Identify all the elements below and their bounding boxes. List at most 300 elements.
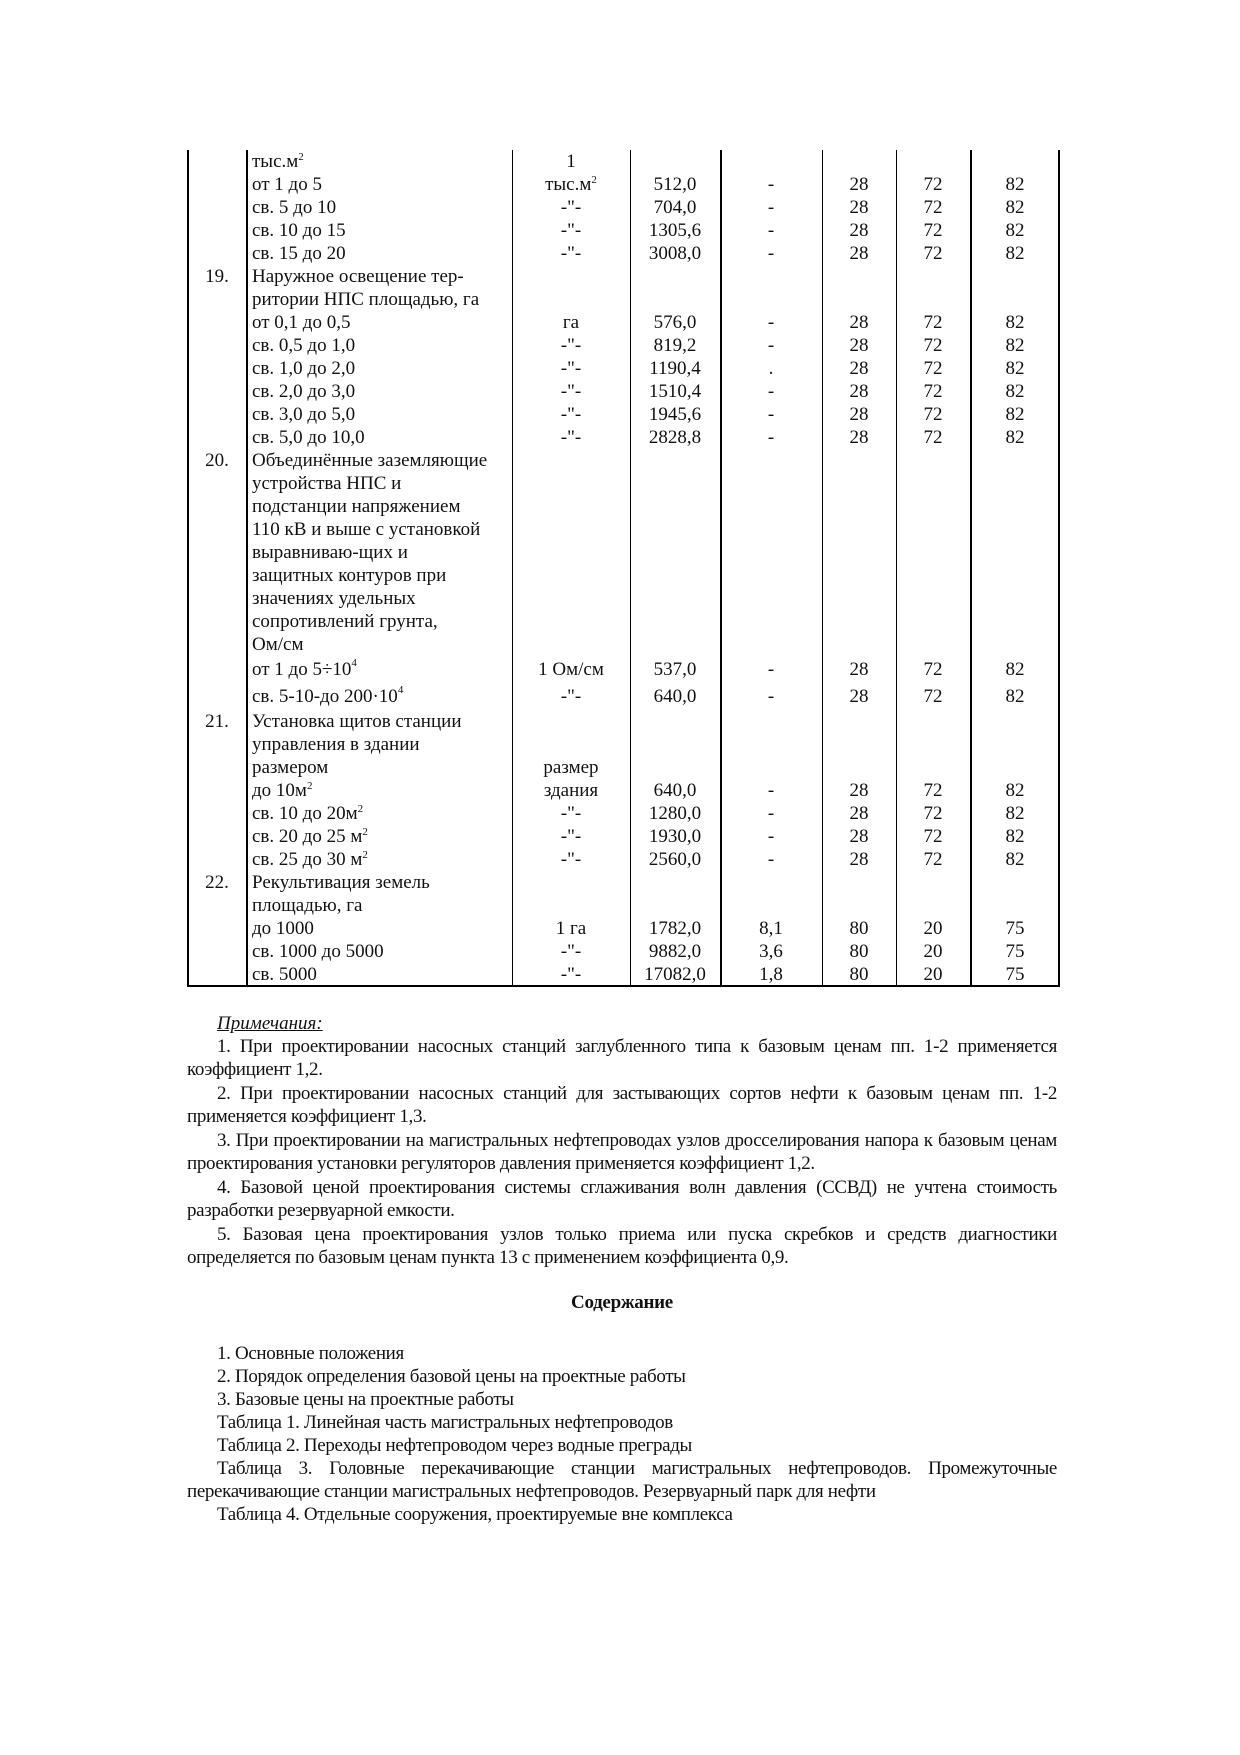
base-price-cell — [630, 683, 720, 710]
coefficient-cell-text: - — [767, 312, 775, 333]
contents-list — [187, 1342, 1057, 1526]
item-name — [252, 449, 507, 472]
unit-cell — [512, 173, 630, 196]
percent-cell-3-text: 82 — [1005, 826, 1025, 847]
percent-cell-2-text: 72 — [923, 404, 943, 425]
coefficient-cell-text: - — [767, 404, 775, 425]
coefficient-cell-text: - — [767, 826, 775, 847]
percent-cell-1 — [822, 403, 896, 426]
contents-item: Таблица 1. Линейная часть магистральных нефтепроводов — [217, 1412, 673, 1433]
coefficient-cell — [720, 683, 822, 710]
table-row — [187, 449, 1060, 472]
table-row — [187, 633, 1060, 656]
percent-cell-1-text: 28 — [849, 335, 869, 356]
item-name-text: св. 0,5 до 1,0 — [252, 335, 356, 356]
contents-item: Таблица 3. Головные перекачивающие станции магистральных нефтепроводов. Промежуточные перекачивающие станции магистральных нефтепроводов. Резервуарный парк для нефти — [187, 1458, 1057, 1502]
item-name — [252, 518, 507, 541]
base-price-cell-text: 537,0 — [653, 659, 697, 680]
item-name-text: св. 20 до 25 м — [252, 826, 363, 847]
percent-cell-2-text: 72 — [923, 849, 943, 870]
unit-cell — [512, 219, 630, 242]
row-number-text: 22. — [205, 872, 229, 893]
unit-cell-text: тыс.м — [545, 174, 592, 195]
base-price-cell — [630, 219, 720, 242]
item-name-text: св. 1000 до 5000 — [252, 941, 384, 962]
unit-cell — [512, 917, 630, 940]
item-name-text: размером — [252, 757, 329, 778]
unit-cell-text: -"- — [560, 335, 582, 356]
item-name-text: св. 5000 — [252, 964, 317, 985]
percent-cell-1 — [822, 380, 896, 403]
row-number-text: 21. — [205, 711, 229, 732]
unit-cell-text: га — [562, 312, 580, 333]
coefficient-cell-text: - — [767, 427, 775, 448]
percent-cell-3-text: 75 — [1005, 964, 1025, 985]
base-price-cell — [630, 380, 720, 403]
item-name-text: св. 2,0 до 3,0 — [252, 381, 356, 402]
row-number — [187, 449, 247, 472]
unit-cell — [512, 656, 630, 683]
percent-cell-1-text: 28 — [849, 803, 869, 824]
percent-cell-1-text: 28 — [849, 220, 869, 241]
unit-cell — [512, 940, 630, 963]
unit-cell-text: -"- — [560, 427, 582, 448]
table-row — [187, 150, 1060, 173]
item-name-text: сопротивлений грунта, — [252, 611, 438, 632]
percent-cell-2-text: 72 — [923, 312, 943, 333]
unit-cell-text: 1 Ом/см — [538, 659, 604, 680]
item-name — [252, 357, 507, 380]
unit-cell-text: -"- — [560, 686, 582, 707]
percent-cell-1 — [822, 917, 896, 940]
percent-cell-3 — [970, 802, 1060, 825]
superscript: 2 — [591, 174, 597, 186]
coefficient-cell-text: - — [767, 381, 775, 402]
percent-cell-3-text: 82 — [1005, 243, 1025, 264]
contents-item: 1. Основные положения — [217, 1343, 404, 1364]
superscript: 4 — [351, 657, 357, 669]
coefficient-cell-text: - — [767, 659, 775, 680]
percent-cell-1 — [822, 825, 896, 848]
coefficient-cell — [720, 656, 822, 683]
coefficient-cell — [720, 334, 822, 357]
coefficient-cell-text: - — [767, 686, 775, 707]
unit-cell — [512, 311, 630, 334]
table-row — [187, 357, 1060, 380]
base-price-cell-text: 17082,0 — [644, 964, 706, 985]
base-price-cell — [630, 196, 720, 219]
table-row — [187, 288, 1060, 311]
item-name-text: от 1 до 5 — [252, 174, 322, 195]
percent-cell-2-text: 72 — [923, 174, 943, 195]
superscript: 2 — [362, 826, 368, 838]
coefficient-cell — [720, 848, 822, 871]
percent-cell-1-text: 28 — [849, 358, 869, 379]
table-row — [187, 825, 1060, 848]
base-price-cell — [630, 779, 720, 802]
unit-cell-text: здания — [543, 780, 599, 801]
item-name — [252, 733, 507, 756]
item-name — [252, 265, 507, 288]
base-price-cell — [630, 825, 720, 848]
percent-cell-2-text: 72 — [923, 197, 943, 218]
percent-cell-3-text: 75 — [1005, 941, 1025, 962]
item-name — [252, 779, 507, 802]
base-price-cell — [630, 357, 720, 380]
table-row — [187, 196, 1060, 219]
percent-cell-2-text: 20 — [923, 964, 943, 985]
percent-cell-1 — [822, 683, 896, 710]
percent-cell-1 — [822, 196, 896, 219]
item-name — [252, 380, 507, 403]
percent-cell-1 — [822, 311, 896, 334]
percent-cell-3 — [970, 173, 1060, 196]
percent-cell-3 — [970, 334, 1060, 357]
coefficient-cell-text: 1,8 — [759, 964, 783, 985]
item-name — [252, 710, 507, 733]
coefficient-cell-text: - — [767, 335, 775, 356]
percent-cell-3-text: 82 — [1005, 335, 1025, 356]
percent-cell-3-text: 82 — [1005, 803, 1025, 824]
item-name — [252, 242, 507, 265]
item-name-text: тыс.м — [252, 151, 299, 172]
item-name — [252, 610, 507, 633]
percent-cell-3-text: 82 — [1005, 358, 1025, 379]
item-name — [252, 683, 507, 710]
percent-cell-2 — [896, 683, 970, 710]
percent-cell-3-text: 82 — [1005, 220, 1025, 241]
unit-cell-text: -"- — [560, 826, 582, 847]
coefficient-cell — [720, 917, 822, 940]
item-name — [252, 871, 507, 894]
percent-cell-3 — [970, 656, 1060, 683]
coefficient-cell — [720, 357, 822, 380]
percent-cell-1-text: 28 — [849, 826, 869, 847]
item-name-text: выравниваю-щих и — [252, 542, 408, 563]
table-row — [187, 802, 1060, 825]
base-price-cell — [630, 940, 720, 963]
table-row — [187, 940, 1060, 963]
percent-cell-2 — [896, 963, 970, 986]
unit-cell — [512, 357, 630, 380]
base-price-cell — [630, 403, 720, 426]
table-row — [187, 963, 1060, 986]
item-name-text: Ом/см — [252, 634, 304, 655]
percent-cell-1-text: 28 — [849, 312, 869, 333]
row-number — [187, 265, 247, 288]
unit-cell — [512, 426, 630, 449]
item-name-text: до 1000 — [252, 918, 314, 939]
base-price-cell — [630, 963, 720, 986]
percent-cell-3 — [970, 403, 1060, 426]
coefficient-cell — [720, 426, 822, 449]
percent-cell-3-text: 82 — [1005, 427, 1025, 448]
percent-cell-2 — [896, 426, 970, 449]
base-price-cell-text: 1280,0 — [648, 803, 702, 824]
percent-cell-2-text: 20 — [923, 918, 943, 939]
item-name-text: св. 10 до 15 — [252, 220, 346, 241]
coefficient-cell — [720, 940, 822, 963]
percent-cell-2-text: 72 — [923, 381, 943, 402]
table-row — [187, 779, 1060, 802]
table-row — [187, 564, 1060, 587]
item-name — [252, 963, 507, 986]
base-price-cell-text: 704,0 — [653, 197, 697, 218]
item-name-text: 110 кВ и выше с установкой — [252, 519, 481, 540]
coefficient-cell — [720, 219, 822, 242]
coefficient-cell-text: - — [767, 243, 775, 264]
item-name — [252, 219, 507, 242]
percent-cell-3-text: 82 — [1005, 686, 1025, 707]
item-name — [252, 917, 507, 940]
unit-cell — [512, 825, 630, 848]
item-name — [252, 656, 507, 683]
item-name-text: св. 1,0 до 2,0 — [252, 358, 356, 379]
base-price-cell-text: 1945,6 — [648, 404, 702, 425]
percent-cell-1 — [822, 334, 896, 357]
item-name-text: Объединённые заземляющие — [252, 450, 488, 471]
percent-cell-2 — [896, 940, 970, 963]
item-name-text: св. 10 до 20м — [252, 803, 358, 824]
row-number-text: 19. — [205, 266, 229, 287]
percent-cell-1-text: 28 — [849, 780, 869, 801]
item-name — [252, 564, 507, 587]
item-name-text: св. 3,0 до 5,0 — [252, 404, 356, 425]
superscript: 2 — [362, 849, 368, 861]
percent-cell-2 — [896, 196, 970, 219]
item-name — [252, 311, 507, 334]
percent-cell-2 — [896, 219, 970, 242]
percent-cell-3 — [970, 917, 1060, 940]
contents-item: 3. Базовые цены на проектные работы — [217, 1389, 514, 1410]
percent-cell-1 — [822, 779, 896, 802]
table-row — [187, 426, 1060, 449]
unit-cell — [512, 779, 630, 802]
table-row — [187, 219, 1060, 242]
superscript: 2 — [298, 151, 304, 163]
percent-cell-2 — [896, 242, 970, 265]
percent-cell-1-text: 28 — [849, 197, 869, 218]
percent-cell-3-text: 75 — [1005, 918, 1025, 939]
item-name-text: до 10м — [252, 780, 307, 801]
base-price-cell-text: 1930,0 — [648, 826, 702, 847]
percent-cell-3-text: 82 — [1005, 381, 1025, 402]
table-row — [187, 894, 1060, 917]
percent-cell-2 — [896, 917, 970, 940]
percent-cell-3-text: 82 — [1005, 312, 1025, 333]
coefficient-cell — [720, 196, 822, 219]
note-item: 4. Базовой ценой проектирования системы сглаживания волн давления (ССВД) не учтена стоимость разработки резервуарной емкости. — [187, 1177, 1057, 1221]
base-price-cell-text: 1305,6 — [648, 220, 702, 241]
coefficient-cell — [720, 779, 822, 802]
table-row — [187, 265, 1060, 288]
base-price-cell — [630, 242, 720, 265]
percent-cell-2-text: 72 — [923, 427, 943, 448]
percent-cell-1 — [822, 426, 896, 449]
percent-cell-2-text: 72 — [923, 803, 943, 824]
item-name — [252, 288, 507, 311]
unit-cell-text: -"- — [560, 381, 582, 402]
base-price-cell — [630, 311, 720, 334]
base-price-cell-text: 1782,0 — [648, 918, 702, 939]
unit-cell — [512, 196, 630, 219]
coefficient-cell-text: . — [768, 358, 774, 379]
percent-cell-3 — [970, 426, 1060, 449]
percent-cell-3-text: 82 — [1005, 197, 1025, 218]
percent-cell-3-text: 82 — [1005, 849, 1025, 870]
notes-section — [187, 1012, 1057, 1270]
coefficient-cell — [720, 380, 822, 403]
base-price-cell-text: 512,0 — [653, 174, 697, 195]
base-price-cell — [630, 173, 720, 196]
item-name-text: св. 5-10-до 200·10 — [252, 686, 398, 707]
percent-cell-3 — [970, 848, 1060, 871]
base-price-cell-text: 640,0 — [653, 780, 697, 801]
unit-cell — [512, 802, 630, 825]
unit-cell-text: -"- — [560, 803, 582, 824]
item-name-text: св. 5 до 10 — [252, 197, 337, 218]
contents-item: 2. Порядок определения базовой цены на проектные работы — [217, 1366, 686, 1387]
row-number-text: 20. — [205, 450, 229, 471]
percent-cell-3 — [970, 357, 1060, 380]
superscript: 2 — [357, 803, 364, 815]
percent-cell-1 — [822, 848, 896, 871]
coefficient-cell-text: - — [767, 220, 775, 241]
table-row — [187, 610, 1060, 633]
item-name — [252, 403, 507, 426]
unit-cell-text: -"- — [560, 849, 582, 870]
percent-cell-2 — [896, 357, 970, 380]
coefficient-cell-text: - — [767, 780, 775, 801]
coefficient-cell — [720, 242, 822, 265]
percent-cell-3-text: 82 — [1005, 174, 1025, 195]
percent-cell-1-text: 28 — [849, 174, 869, 195]
percent-cell-3 — [970, 242, 1060, 265]
base-price-cell — [630, 656, 720, 683]
note-item: 1. При проектировании насосных станций заглубленного типа к базовым ценам пп. 1-2 применяется коэффициент 1,2. — [187, 1036, 1057, 1080]
percent-cell-1-text: 80 — [849, 941, 869, 962]
item-name — [252, 472, 507, 495]
unit-cell-text: -"- — [560, 964, 582, 985]
percent-cell-2 — [896, 802, 970, 825]
percent-cell-2 — [896, 825, 970, 848]
item-name — [252, 587, 507, 610]
table-row — [187, 733, 1060, 756]
base-price-cell-text: 9882,0 — [648, 941, 702, 962]
percent-cell-3 — [970, 683, 1060, 710]
table-row — [187, 311, 1060, 334]
coefficient-cell-text: - — [767, 849, 775, 870]
percent-cell-3 — [970, 380, 1060, 403]
percent-cell-2 — [896, 779, 970, 802]
coefficient-cell-text: - — [767, 803, 775, 824]
base-price-cell-text: 2828,8 — [648, 427, 702, 448]
percent-cell-2-text: 72 — [923, 220, 943, 241]
table-row — [187, 380, 1060, 403]
percent-cell-2-text: 72 — [923, 335, 943, 356]
percent-cell-1 — [822, 357, 896, 380]
unit-cell-text: 1 — [566, 151, 576, 172]
base-price-cell — [630, 426, 720, 449]
percent-cell-1 — [822, 656, 896, 683]
item-name — [252, 150, 507, 173]
coefficient-cell-text: - — [767, 197, 775, 218]
percent-cell-1-text: 28 — [849, 243, 869, 264]
table-row — [187, 848, 1060, 871]
unit-cell-text: размер — [543, 757, 599, 778]
row-number — [187, 710, 247, 733]
item-name — [252, 334, 507, 357]
percent-cell-2-text: 72 — [923, 686, 943, 707]
unit-cell — [512, 683, 630, 710]
table-row — [187, 756, 1060, 779]
note-item: 2. При проектировании насосных станций для застывающих сортов нефти к базовым ценам пп. 1-2 применяется коэффициент 1,3. — [187, 1083, 1057, 1127]
percent-cell-2-text: 20 — [923, 941, 943, 962]
item-name — [252, 426, 507, 449]
price-table — [187, 150, 1060, 987]
percent-cell-2 — [896, 403, 970, 426]
unit-cell-text: -"- — [560, 243, 582, 264]
note-item: 3. При проектировании на магистральных нефтепроводах узлов дросселирования напора к базовым ценам проектирования установки регуляторов давления применяется коэффициент 1,2. — [187, 1130, 1057, 1174]
table-row — [187, 541, 1060, 564]
percent-cell-2-text: 72 — [923, 826, 943, 847]
percent-cell-2-text: 72 — [923, 243, 943, 264]
unit-cell — [512, 963, 630, 986]
base-price-cell-text: 640,0 — [653, 686, 697, 707]
table-body — [187, 150, 1060, 986]
contents-item: Таблица 2. Переходы нефтепроводом через водные преграды — [217, 1435, 692, 1456]
item-name-text: подстанции напряжением — [252, 496, 461, 517]
percent-cell-1-text: 28 — [849, 381, 869, 402]
coefficient-cell — [720, 173, 822, 196]
coefficient-cell-text: 3,6 — [759, 941, 783, 962]
item-name-text: св. 25 до 30 м — [252, 849, 363, 870]
superscript: 4 — [397, 684, 404, 696]
item-name — [252, 848, 507, 871]
percent-cell-2 — [896, 311, 970, 334]
coefficient-cell-text: - — [767, 174, 775, 195]
superscript: 2 — [306, 780, 313, 792]
base-price-cell-text: 819,2 — [653, 335, 697, 356]
percent-cell-3 — [970, 940, 1060, 963]
percent-cell-3-text: 82 — [1005, 659, 1025, 680]
base-price-cell — [630, 848, 720, 871]
unit-cell-text: -"- — [560, 404, 582, 425]
base-price-cell-text: 1190,4 — [649, 358, 701, 379]
percent-cell-2-text: 72 — [923, 659, 943, 680]
percent-cell-2 — [896, 848, 970, 871]
base-price-cell-text: 576,0 — [653, 312, 697, 333]
coefficient-cell — [720, 963, 822, 986]
unit-cell-text: -"- — [560, 941, 582, 962]
item-name-text: защитных контуров при — [252, 565, 447, 586]
percent-cell-3-text: 82 — [1005, 404, 1025, 425]
item-name — [252, 825, 507, 848]
percent-cell-3 — [970, 219, 1060, 242]
percent-cell-2-text: 72 — [923, 358, 943, 379]
percent-cell-3 — [970, 196, 1060, 219]
unit-cell — [512, 380, 630, 403]
item-name — [252, 894, 507, 917]
percent-cell-1 — [822, 173, 896, 196]
percent-cell-1 — [822, 219, 896, 242]
percent-cell-1 — [822, 242, 896, 265]
unit-cell-text: 1 га — [555, 918, 587, 939]
percent-cell-3 — [970, 825, 1060, 848]
table-row — [187, 587, 1060, 610]
item-name-text: от 1 до 5÷10 — [252, 659, 352, 680]
item-name — [252, 802, 507, 825]
